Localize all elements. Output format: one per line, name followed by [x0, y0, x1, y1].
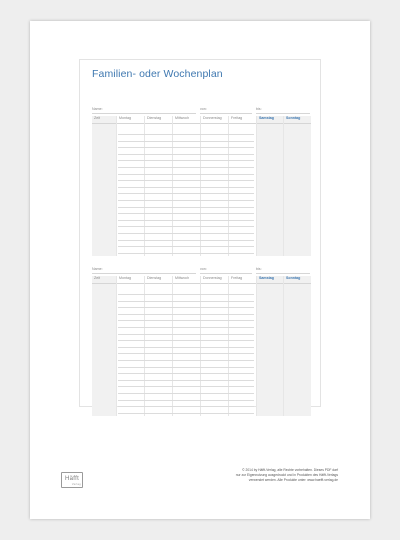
- day-column: [256, 116, 284, 256]
- header-rule: [229, 283, 257, 284]
- day-header: Donnerstag: [203, 116, 222, 120]
- header-rule: [145, 123, 173, 124]
- writing-line: [118, 294, 254, 295]
- schedule-grid: [92, 276, 310, 416]
- header-rule: [201, 283, 229, 284]
- page-title: Familien- oder Wochenplan: [92, 68, 223, 80]
- writing-line: [118, 160, 254, 161]
- header-field-to: [256, 106, 310, 114]
- writing-line: [118, 240, 254, 241]
- day-header: Zeit: [94, 116, 100, 120]
- day-column: [283, 116, 311, 256]
- header-field-to: [256, 266, 310, 274]
- writing-line: [118, 380, 254, 381]
- schedule-grid: [92, 116, 310, 256]
- writing-line: [118, 154, 254, 155]
- day-header: Montag: [119, 276, 131, 280]
- header-label-name: Name:: [92, 267, 103, 271]
- writing-line: [118, 134, 254, 135]
- day-header: Sonntag: [286, 276, 301, 280]
- day-header: Zeit: [94, 276, 100, 280]
- header-label-from: von:: [200, 107, 207, 111]
- header-rule: [92, 283, 116, 284]
- copyright-line: verwendet werden. Alle Produkte unter: www.haefft-verlag.de: [248, 478, 338, 482]
- writing-line: [118, 147, 254, 148]
- day-column: [256, 276, 284, 416]
- header-field-name: [92, 266, 196, 274]
- header-field-from: [200, 106, 252, 114]
- copyright-line: nur zur Eigennutzung ausgedruckt und in Produkten des Häfft-Verlags: [235, 473, 338, 477]
- writing-line: [118, 373, 254, 374]
- writing-line: [118, 167, 254, 168]
- header-label-to: bis:: [256, 107, 262, 111]
- day-header: Samstag: [259, 116, 274, 120]
- writing-line: [118, 413, 254, 414]
- day-header: Freitag: [231, 276, 243, 280]
- writing-line: [118, 353, 254, 354]
- writing-line: [118, 334, 254, 335]
- writing-line: [118, 386, 254, 387]
- day-column: [92, 276, 116, 416]
- writing-line: [118, 174, 254, 175]
- writing-line: [118, 367, 254, 368]
- logo-subtext: Verlag: [71, 483, 81, 486]
- day-header: Mittwoch: [175, 276, 190, 280]
- weekly-plan-card: [79, 59, 321, 407]
- writing-line: [118, 193, 254, 194]
- header-rule: [257, 283, 284, 284]
- writing-line: [118, 200, 254, 201]
- logo-text: Häfft: [64, 476, 80, 482]
- header-rule: [229, 123, 257, 124]
- header-label-to: bis:: [256, 267, 262, 271]
- writing-line: [118, 360, 254, 361]
- publisher-logo: [61, 472, 83, 488]
- header-rule: [257, 123, 284, 124]
- writing-line: [118, 246, 254, 247]
- writing-line: [118, 207, 254, 208]
- writing-line: [118, 226, 254, 227]
- writing-line: [118, 301, 254, 302]
- writing-line: [118, 406, 254, 407]
- page-sheet: [30, 21, 370, 519]
- copyright-line: © 2014 by Häfft-Verlag, alle Rechte vorbehalten. Dieses PDF darf: [242, 468, 338, 472]
- writing-line: [118, 320, 254, 321]
- writing-line: [118, 253, 254, 254]
- writing-line: [118, 314, 254, 315]
- header-label-from: von:: [200, 267, 207, 271]
- day-column: [92, 116, 116, 256]
- writing-line: [118, 393, 254, 394]
- day-header: Samstag: [259, 276, 274, 280]
- day-header: Donnerstag: [203, 276, 222, 280]
- header-rule: [117, 123, 145, 124]
- day-header: Mittwoch: [175, 116, 190, 120]
- writing-line: [118, 213, 254, 214]
- day-column: [283, 276, 311, 416]
- day-header: Dienstag: [147, 116, 162, 120]
- header-rule: [284, 123, 311, 124]
- day-header: Montag: [119, 116, 131, 120]
- day-header: Sonntag: [286, 116, 301, 120]
- header-rule: [284, 283, 311, 284]
- header-field-from: [200, 266, 252, 274]
- writing-line: [118, 400, 254, 401]
- header-rule: [117, 283, 145, 284]
- header-rule: [92, 123, 116, 124]
- header-label-name: Name:: [92, 107, 103, 111]
- writing-line: [118, 347, 254, 348]
- writing-line: [118, 307, 254, 308]
- writing-line: [118, 187, 254, 188]
- header-field-name: [92, 106, 196, 114]
- writing-line: [118, 220, 254, 221]
- writing-line: [118, 327, 254, 328]
- writing-line: [118, 180, 254, 181]
- day-header: Dienstag: [147, 276, 162, 280]
- writing-line: [118, 233, 254, 234]
- writing-line: [118, 340, 254, 341]
- header-rule: [201, 123, 229, 124]
- day-header: Freitag: [231, 116, 243, 120]
- header-rule: [145, 283, 173, 284]
- writing-line: [118, 141, 254, 142]
- header-rule: [173, 123, 201, 124]
- header-rule: [173, 283, 201, 284]
- copyright-notice: [228, 468, 338, 483]
